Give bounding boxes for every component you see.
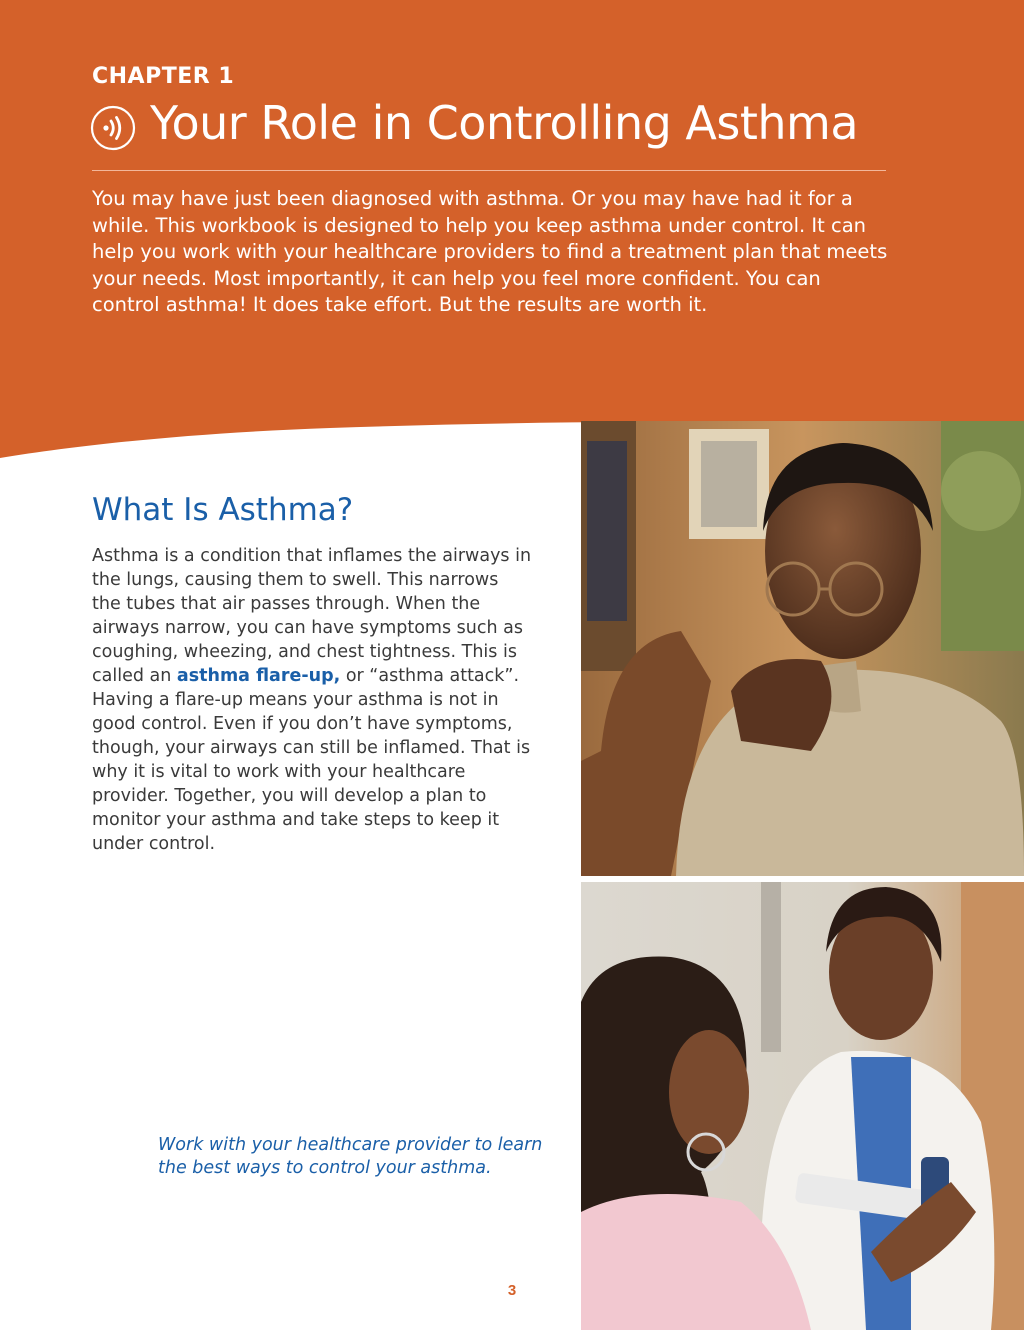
- audio-waves-icon: [90, 105, 136, 151]
- term-asthma-flare-up: asthma flare-up,: [176, 666, 341, 686]
- chapter-title: Your Role in Controlling Asthma: [150, 96, 859, 150]
- section-heading: What Is Asthma?: [92, 492, 354, 528]
- title-divider: [92, 170, 886, 171]
- section-body: [92, 544, 532, 856]
- page-number: 3: [507, 1282, 517, 1299]
- body-text-part-2: or “asthma attack”. Having a flare-up means your asthma is not in good control. Even if you don’t have symptoms, though, your airways can still be inflamed. That is why it is vital to work with your healthcare provider. Together, you will develop a plan to monitor your asthma and take steps to keep it under control.: [92, 666, 531, 854]
- photo-provider-with-patient: [581, 882, 1024, 1330]
- body-text-part-1: Asthma is a condition that inflames the airways in the lungs, causing them to swell. This narrows the tubes that air passes through. When the airways narrow, you can have symptoms such as coughing, wheezing, and chest tightness. This is called an: [92, 546, 532, 686]
- photo-man-coughing: [581, 421, 1024, 876]
- photo-caption: Work with your healthcare provider to learn the best ways to control your asthma.: [158, 1135, 543, 1178]
- chapter-label: CHAPTER 1: [92, 64, 235, 89]
- chapter-intro: You may have just been diagnosed with asthma. Or you may have had it for a while. This workbook is designed to help you keep asthma under control. It can help you work with your healthcare providers to find a treatment plan that meets your needs. Most importantly, it can help you feel more confident. You can control asthma! It does take effort. But the results are worth it.: [92, 187, 888, 316]
